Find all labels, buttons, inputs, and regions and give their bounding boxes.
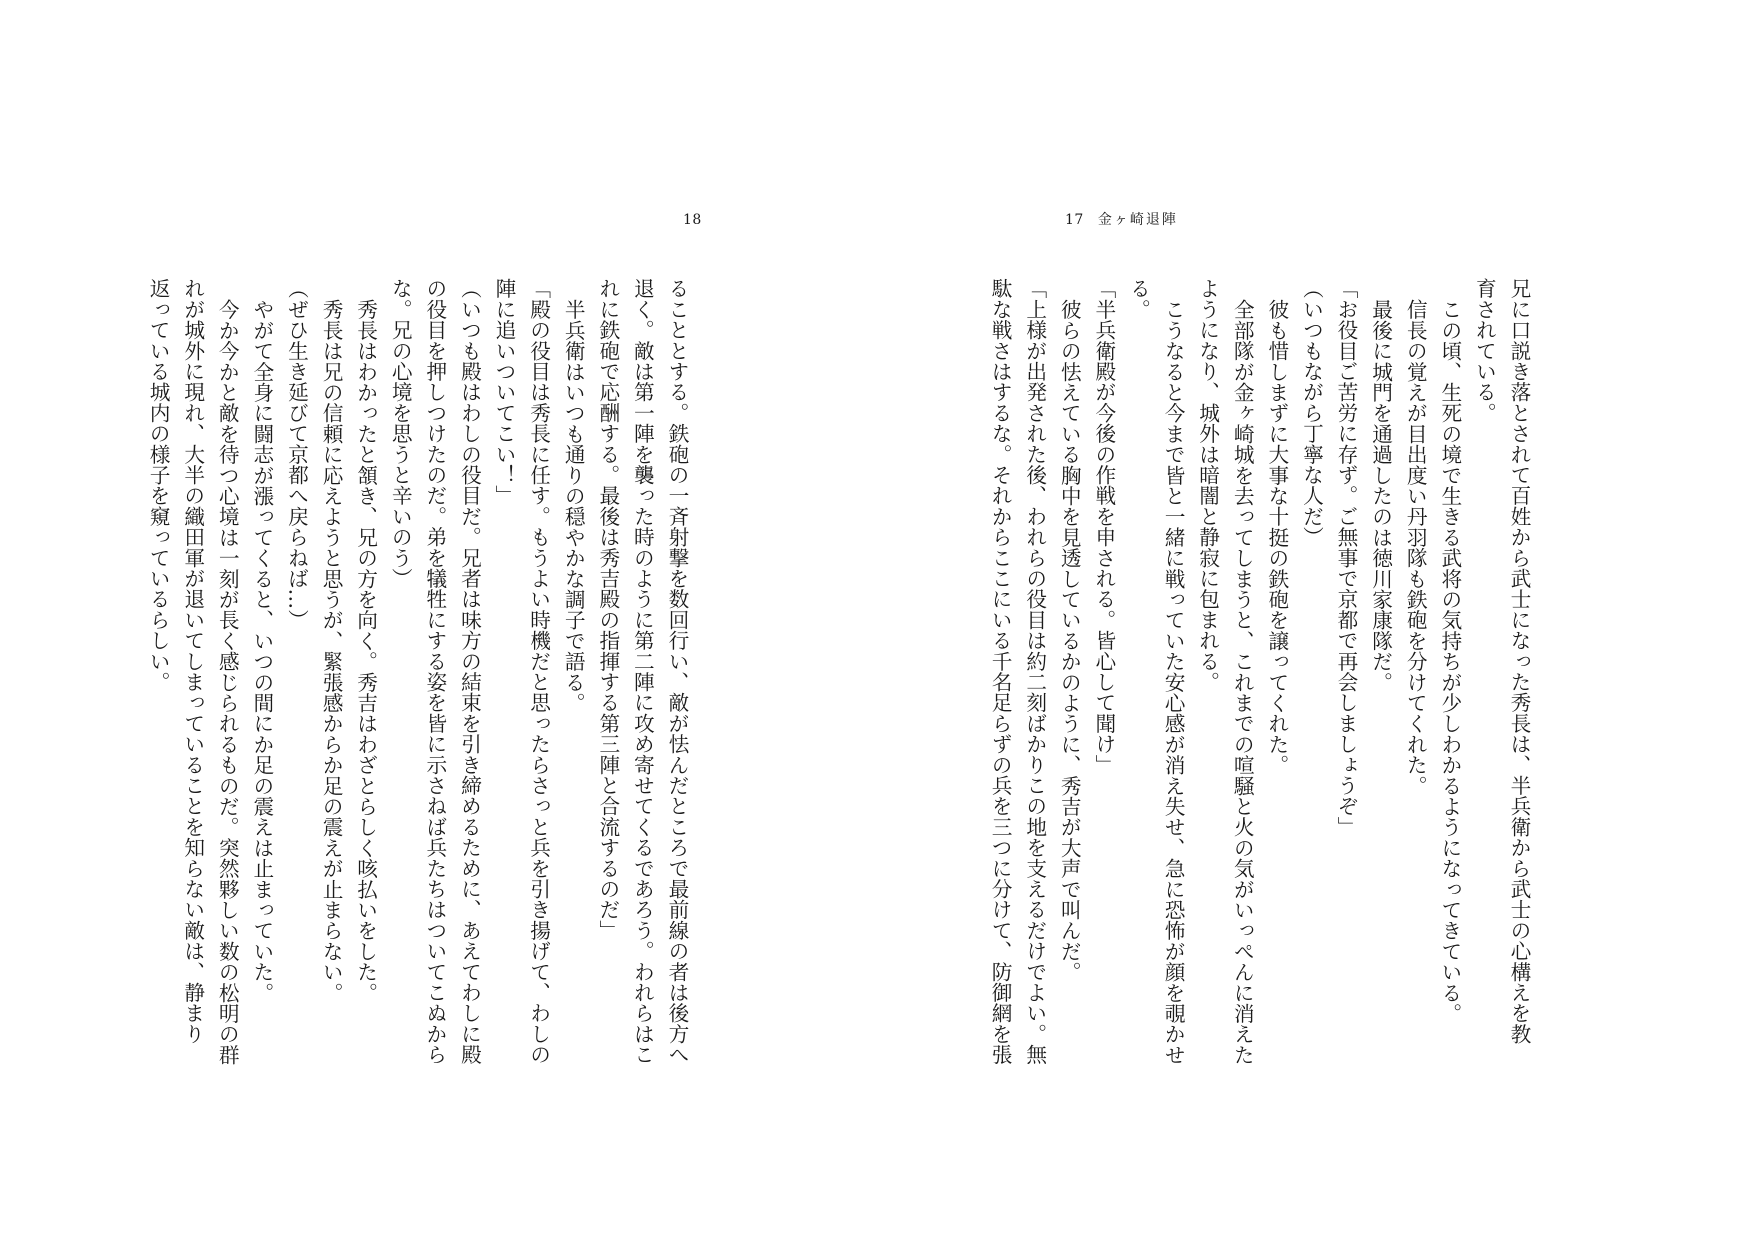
page-number: 17 <box>1065 212 1084 228</box>
text-line: こうなると今まで皆と一緒に戦っていた安心感が消え失せ、急に恐怖が顔を覗かせ <box>1161 298 1186 1065</box>
text-line: 秀長は兄の信頼に応えようと思うが、緊張感からか足の震えが止まらない。 <box>319 298 344 1003</box>
right-page <box>877 0 1755 1240</box>
text-line: れが城外に現れ、大半の織田軍が退いてしまっていることを知らない敵は、静まり <box>180 278 205 1044</box>
text-line: 彼らの怯えている胸中を見透しているかのように、秀吉が大声で叫んだ。 <box>1057 298 1082 982</box>
text-line: （ぜひ生き延びて京都へ戻らねば…） <box>284 278 309 630</box>
text-line: 兄に口説き落とされて百姓から武士になった秀長は、半兵衛から武士の心構えを教 <box>1507 278 1531 1044</box>
text-line: 「殿の役目は秀長に任す。もうよい時機だと思ったらさっと兵を引き揚げて、わしの <box>526 278 551 1065</box>
text-line: 返っている城内の様子を窺っているらしい。 <box>146 278 171 692</box>
text-line: 「半兵衛殿が今後の作戦を申される。皆心して聞け」 <box>1091 278 1116 775</box>
body-text-right <box>988 278 1536 1065</box>
text-line: 秀長はわかったと頷き、兄の方を向く。秀吉はわざとらしく咳払いをした。 <box>353 298 378 1003</box>
text-line: 今か今かと敵を待つ心境は一刻が長く感じられるものだ。突然夥しい数の松明の群 <box>215 298 240 1065</box>
text-line: の役目を押しつけたのだ。弟を犠牲にする姿を皆に示さねば兵たちはついてこぬから <box>422 278 447 1065</box>
text-line: る。 <box>1126 278 1151 320</box>
left-page <box>0 0 877 1240</box>
page-number: 18 <box>683 212 702 228</box>
text-line: やがて全身に闘志が漲ってくると、いつの間にか足の震えは止まっていた。 <box>249 298 274 1003</box>
text-line: 彼も惜しまずに大事な十挺の鉄砲を譲ってくれた。 <box>1264 298 1289 775</box>
text-line: （いつも殿はわしの役目だ。兄者は味方の結束を引き締めるために、あえてわしに殿 <box>457 278 482 1065</box>
text-line: 全部隊が金ヶ崎城を去ってしまうと、これまでの喧騒と火の気がいっぺんに消えた <box>1230 298 1255 1065</box>
page-number-left <box>683 212 702 228</box>
text-line: 半兵衛はいつも通りの穏やかな調子で語る。 <box>561 298 586 713</box>
text-line: 信長の覚えが目出度い丹羽隊も鉄砲を分けてくれた。 <box>1403 298 1428 796</box>
text-line: ようになり、城外は暗闇と静寂に包まれる。 <box>1195 278 1220 692</box>
text-line: れに鉄砲で応酬する。最後は秀吉殿の指揮する第三陣と合流するのだ」 <box>595 278 620 941</box>
text-line: ることとする。鉄砲の一斉射撃を数回行い、敵が怯んだところで最前線の者は後方へ <box>665 278 689 1065</box>
text-line: 「お役目ご苦労に存ず。ご無事で京都で再会しましょうぞ」 <box>1334 278 1359 837</box>
text-line: 「上様が出発された後、われらの役目は約二刻ばかりこの地を支えるだけでよい。無 <box>1022 278 1047 1065</box>
body-text-left <box>146 278 694 1065</box>
text-line: 退く。敵は第一陣を襲った時のように第二陣に攻め寄せてくるであろう。われらはこ <box>630 278 655 1065</box>
text-line: な。兄の心境を思うと辛いのう） <box>388 278 413 589</box>
text-line: この頃、生死の境で生きる武将の気持ちが少しわかるようになってきている。 <box>1437 298 1462 1024</box>
chapter-title: 金ヶ崎退陣 <box>1097 212 1178 228</box>
running-header-right <box>1065 212 1178 228</box>
text-line: 最後に城門を通過したのは徳川家康隊だ。 <box>1368 298 1393 692</box>
text-line: 陣に追いついてこい！」 <box>492 278 517 506</box>
text-line: 育されている。 <box>1472 278 1497 423</box>
text-line: 駄な戦さはするな。それからここにいる千名足らずの兵を三つに分けて、防御網を張 <box>988 278 1013 1065</box>
text-line: （いつもながら丁寧な人だ） <box>1299 278 1324 548</box>
